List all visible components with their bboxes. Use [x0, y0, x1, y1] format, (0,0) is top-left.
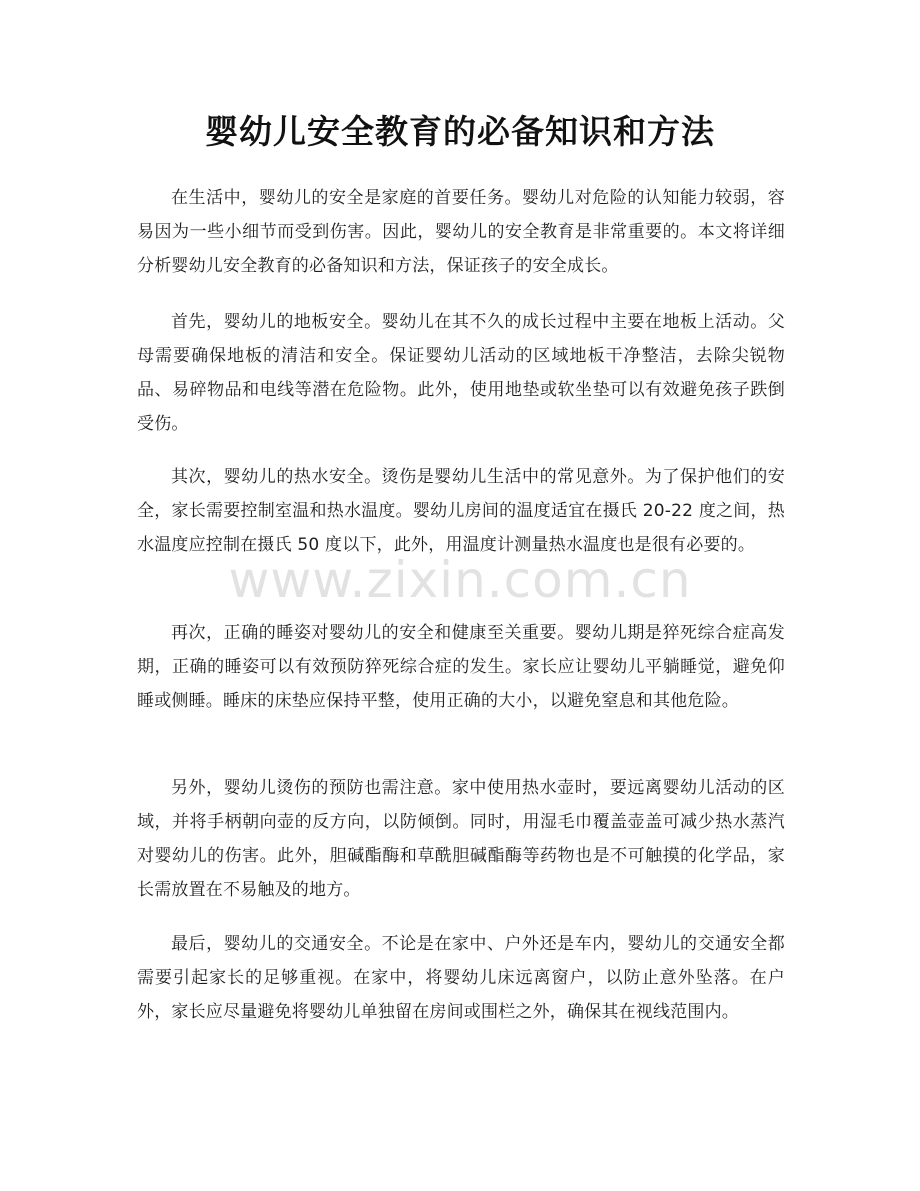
paragraph-intro: 在生活中，婴幼儿的安全是家庭的首要任务。婴幼儿对危险的认知能力较弱，容易因为一些小细节而受到伤害。因此，婴幼儿的安全教育是非常重要的。本文将详细分析婴幼儿安全教育的必备知识和方法，保证孩子的安全成长。 — [137, 188, 785, 276]
paragraph-traffic-safety: 最后，婴幼儿的交通安全。不论是在家中、户外还是车内，婴幼儿的交通安全都需要引起家长的足够重视。在家中，将婴幼儿床远离窗户，以防止意外坠落。在户外，家长应尽量避免将婴幼儿单独留在房间或围栏之外，确保其在视线范围内。 — [137, 934, 785, 1022]
document-title: 婴幼儿安全教育的必备知识和方法 — [205, 112, 715, 151]
paragraph-hot-water-safety: 其次，婴幼儿的热水安全。烫伤是婴幼儿生活中的常见意外。为了保护他们的安全，家长需要控制室温和热水温度。婴幼儿房间的温度适宜在摄氏 20-22 度之间，热水温度应控制在摄氏 50 度以下，此外，用温度计测量热水温度也是很有必要的。 — [137, 467, 785, 555]
paragraph-sleep-position: 再次，正确的睡姿对婴幼儿的安全和健康至关重要。婴幼儿期是猝死综合症高发期，正确的睡姿可以有效预防猝死综合症的发生。家长应让婴幼儿平躺睡觉，避免仰睡或侧睡。睡床的床垫应保持平整，使用正确的大小，以避免窒息和其他危险。 — [137, 623, 785, 711]
paragraph-burn-prevention: 另外，婴幼儿烫伤的预防也需注意。家中使用热水壶时，要远离婴幼儿活动的区域，并将手柄朝向壶的反方向，以防倾倒。同时，用湿毛巾覆盖壶盖可减少热水蒸汽对婴幼儿的伤害。此外，胆碱酯酶和草酰胆碱酯酶等药物也是不可触摸的化学品，家长需放置在不易触及的地方。 — [137, 778, 785, 900]
watermark: www.zixin.com.cn — [228, 551, 692, 609]
paragraph-floor-safety: 首先，婴幼儿的地板安全。婴幼儿在其不久的成长过程中主要在地板上活动。父母需要确保地板的清洁和安全。保证婴幼儿活动的区域地板干净整洁，去除尖锐物品、易碎物品和电线等潜在危险物。此外，使用地垫或软坐垫可以有效避免孩子跌倒受伤。 — [137, 312, 785, 434]
